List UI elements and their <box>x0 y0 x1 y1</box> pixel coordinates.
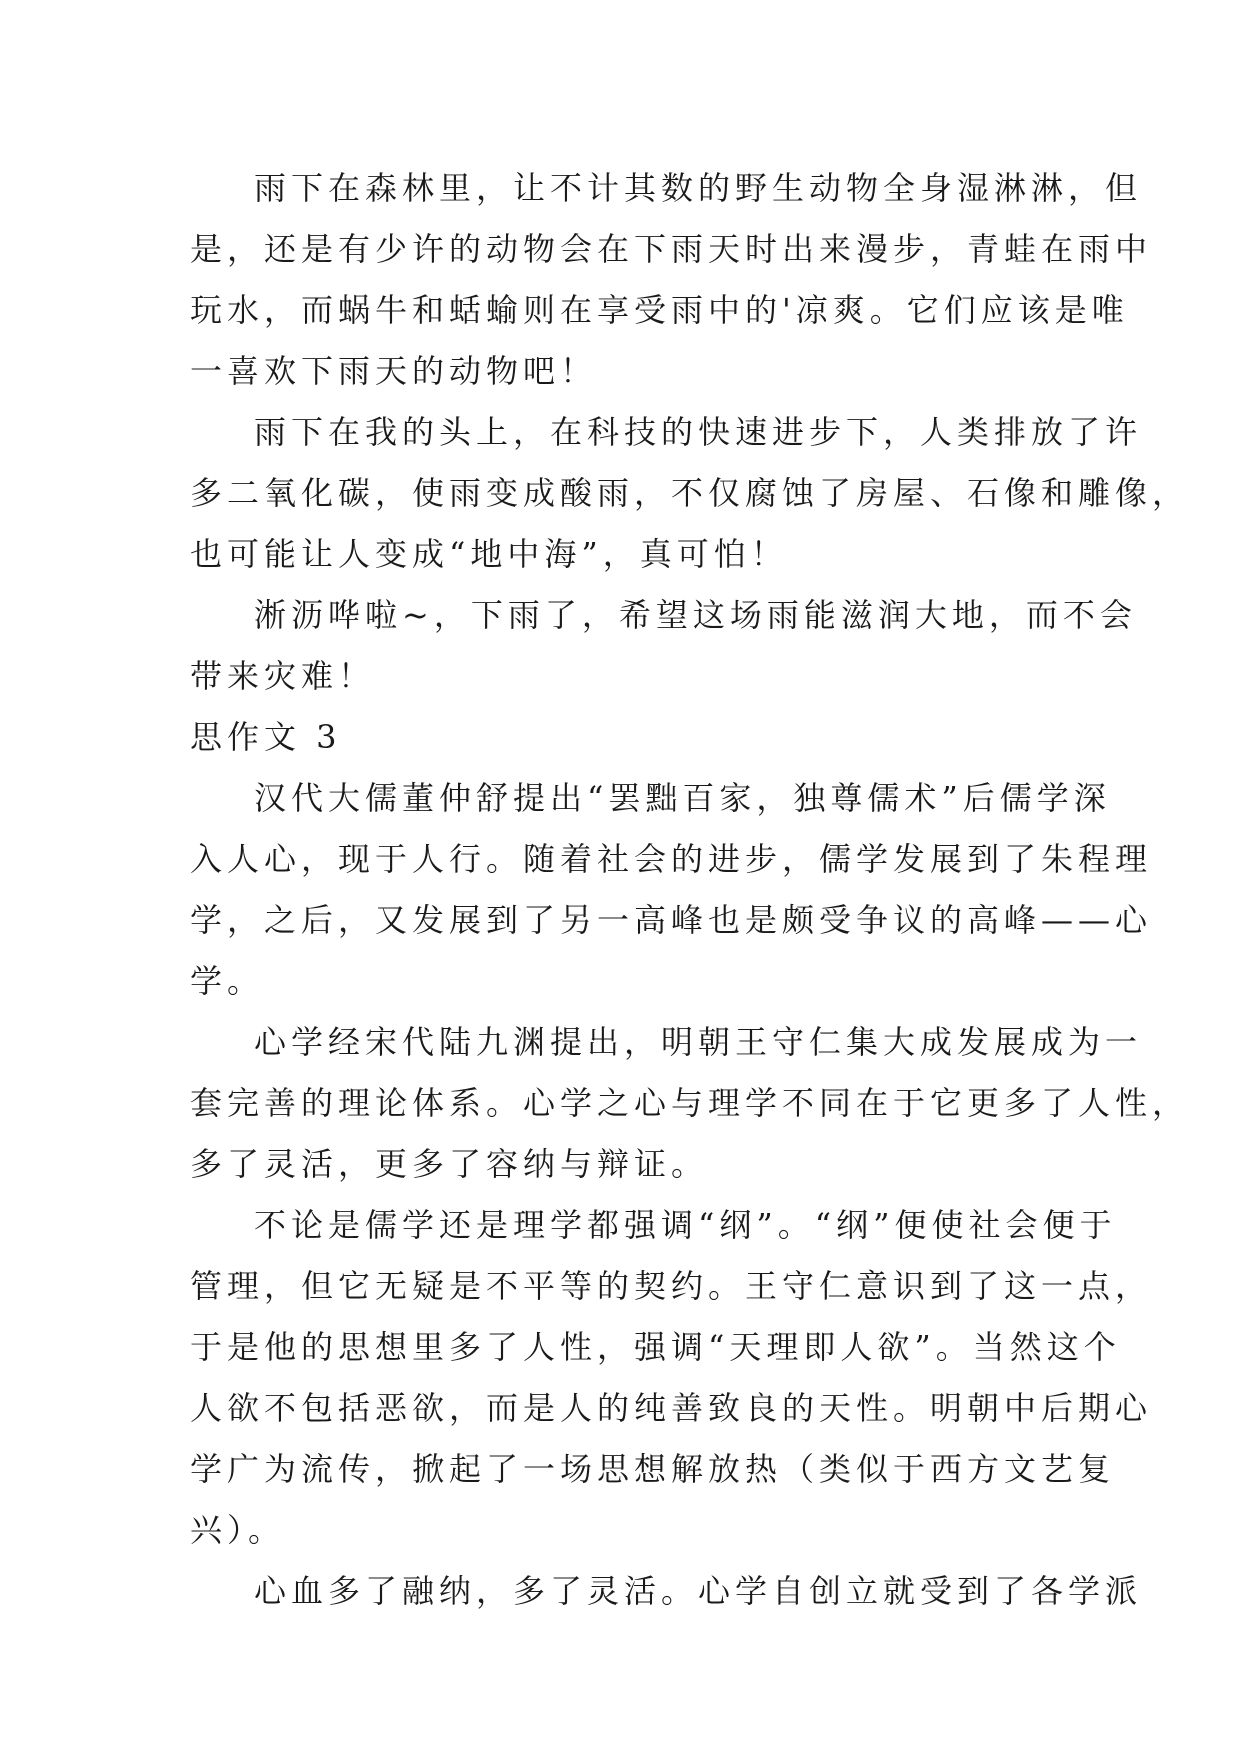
paragraph <box>190 585 1137 707</box>
text-line: 淅沥哗啦~，下雨了，希望这场雨能滋润大地，而不会 <box>254 596 1137 634</box>
paragraph <box>190 1561 1143 1622</box>
text-line: 雨下在我的头上，在科技的快速进步下，人类排放了许 <box>254 413 1143 451</box>
text-line: 心血多了融纳，多了灵活。心学自创立就受到了各学派 <box>254 1572 1143 1610</box>
paragraph <box>190 768 1153 1012</box>
paragraph <box>190 158 1153 402</box>
text-line: 人欲不包括恶欲，而是人的纯善致良的天性。明朝中后期心 <box>190 1389 1153 1427</box>
paragraph <box>190 1012 1190 1195</box>
text-line: 不论是儒学还是理学都强调“纲”。“纲”便使社会便于 <box>254 1206 1117 1244</box>
section-heading <box>190 707 1050 768</box>
text-line: 多了灵活，更多了容纳与辩证。 <box>190 1145 709 1183</box>
text-line: 多二氧化碳，使雨变成酸雨，不仅腐蚀了房屋、石像和雕像， <box>190 474 1190 512</box>
text-line: 心学经宋代陆九渊提出，明朝王守仁集大成发展成为一 <box>254 1023 1143 1061</box>
text-line: 入人心，现于人行。随着社会的进步，儒学发展到了朱程理 <box>190 840 1153 878</box>
text-line: 汉代大儒董仲舒提出“罢黜百家，独尊儒术”后儒学深 <box>254 779 1111 817</box>
heading-line: 思作文 3 <box>190 718 342 756</box>
text-line: 一喜欢下雨天的动物吧！ <box>190 352 598 390</box>
text-line: 套完善的理论体系。心学之心与理学不同在于它更多了人性， <box>190 1084 1190 1122</box>
text-line: 学，之后，又发展到了另一高峰也是颇受争议的高峰——心 <box>190 901 1153 939</box>
text-line: 雨下在森林里，让不计其数的野生动物全身湿淋淋，但 <box>254 169 1143 207</box>
document-body <box>190 158 1190 1622</box>
text-line: 也可能让人变成“地中海”，真可怕！ <box>190 535 788 573</box>
text-line: 学。 <box>190 962 265 1000</box>
text-line: 是，还是有少许的动物会在下雨天时出来漫步，青蛙在雨中 <box>190 230 1153 268</box>
text-line: 管理，但它无疑是不平等的契约。王守仁意识到了这一点， <box>190 1267 1153 1305</box>
text-line: 于是他的思想里多了人性，强调“天理即人欲”。当然这个 <box>190 1328 1121 1366</box>
text-line: 学广为流传，掀起了一场思想解放热（类似于西方文艺复 <box>190 1450 1116 1488</box>
text-line: 玩水，而蜗牛和蛞蝓则在享受雨中的'凉爽。它们应该是唯 <box>190 291 1129 329</box>
paragraph <box>190 1195 1153 1561</box>
text-line: 带来灾难！ <box>190 657 376 695</box>
paragraph <box>190 402 1190 585</box>
text-line: 兴）。 <box>190 1511 286 1549</box>
